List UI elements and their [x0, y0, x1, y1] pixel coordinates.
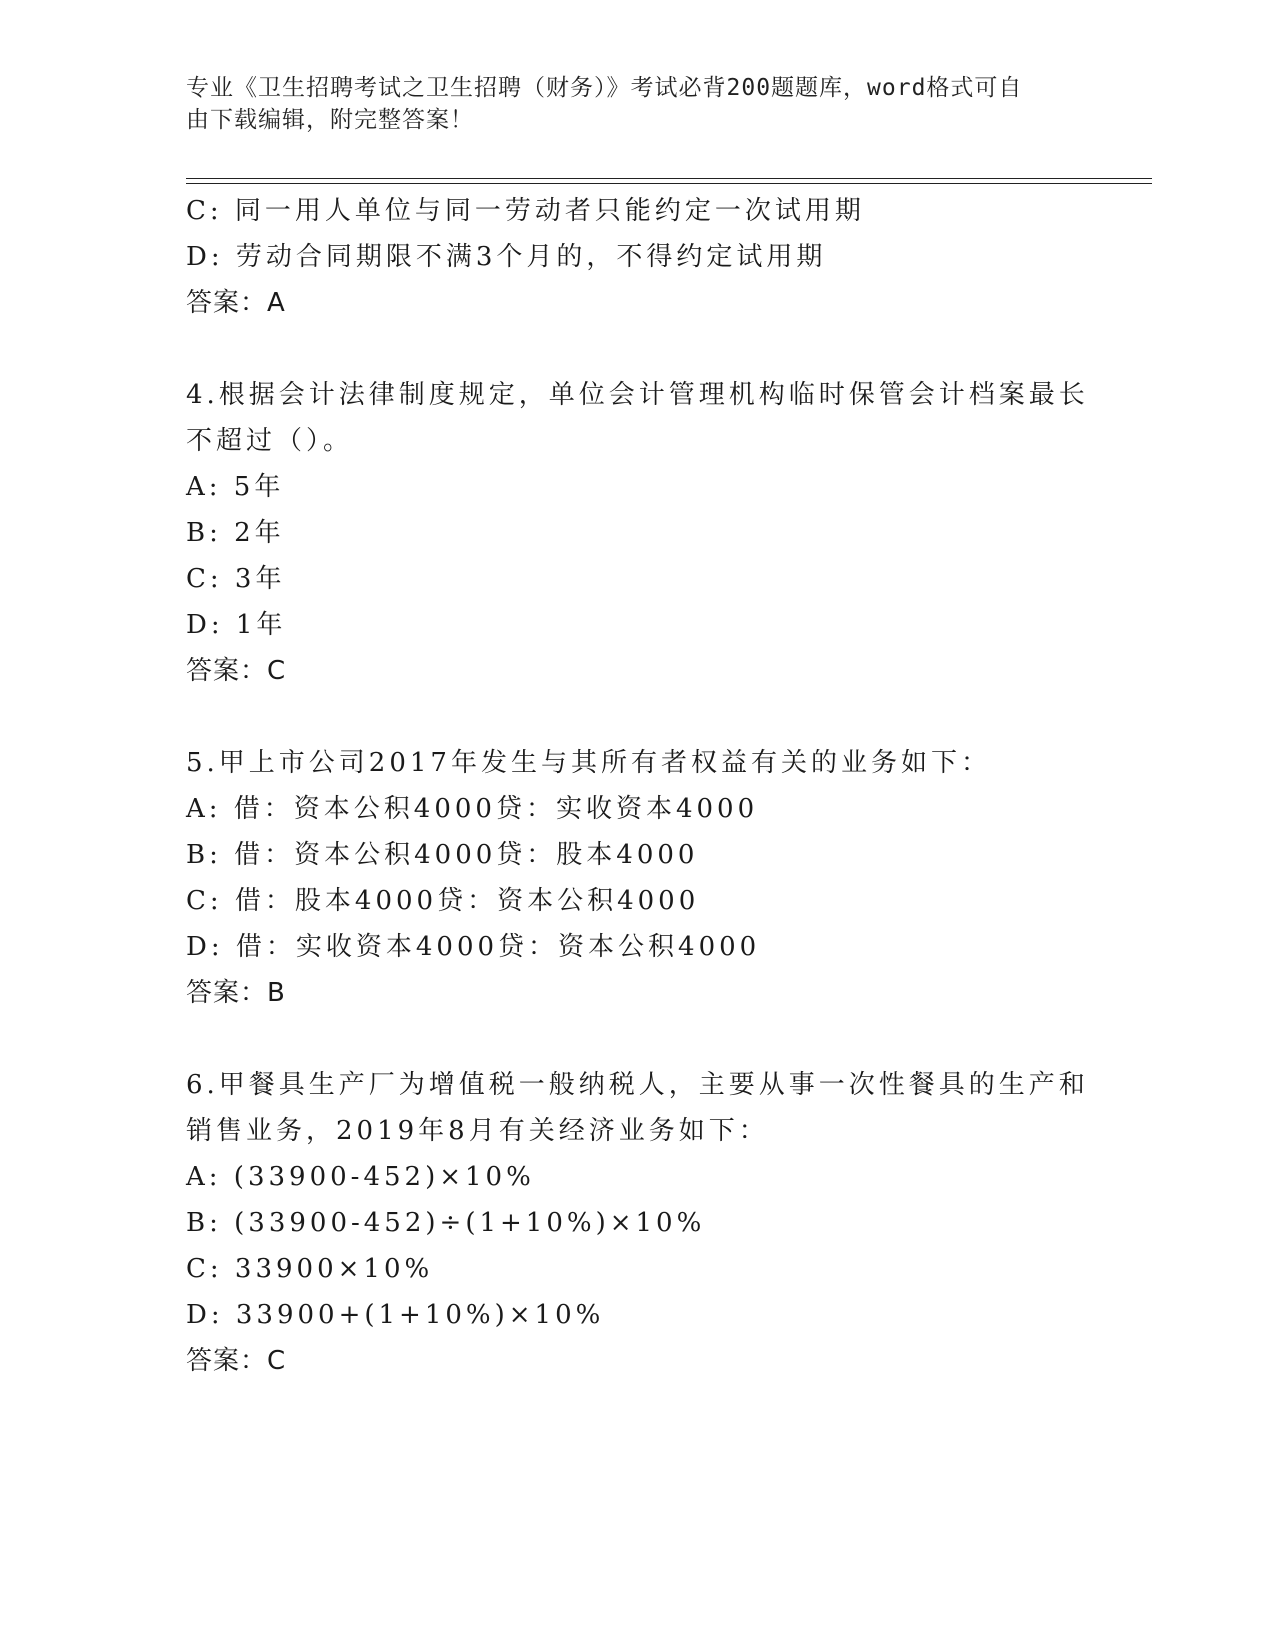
- header-divider-top: [186, 178, 1152, 179]
- answer-line: 答案：C: [186, 656, 287, 686]
- option-d: D: 1年: [186, 610, 287, 640]
- question-6: [186, 1062, 1089, 1384]
- option-d: D: 劳动合同期限不满3个月的，不得约定试用期: [186, 242, 827, 272]
- question-stem: 6.甲餐具生产厂为增值税一般纳税人，主要从事一次性餐具的生产和: [186, 1070, 1089, 1100]
- option-c: C: 33900×10%: [186, 1254, 434, 1284]
- option-b: B: (33900-452)÷(1+10%)×10%: [186, 1208, 706, 1238]
- question-stem: 5.甲上市公司2017年发生与其所有者权益有关的业务如下：: [186, 748, 991, 778]
- spacer: [186, 694, 1086, 740]
- header-divider-bottom: [186, 183, 1152, 184]
- spacer: [186, 1016, 1086, 1062]
- question-3-tail: [186, 188, 1086, 326]
- document-header: [186, 72, 1066, 136]
- option-a: A: 借：资本公积4000贷：实收资本4000: [186, 794, 759, 824]
- answer-line: 答案：C: [186, 1346, 287, 1376]
- option-c: C: 3年: [186, 564, 286, 594]
- option-b: B: 借：资本公积4000贷：股本4000: [186, 840, 699, 870]
- option-b: B: 2年: [186, 518, 285, 548]
- answer-line: 答案：B: [186, 978, 286, 1008]
- option-d: D: 借：实收资本4000贷：资本公积4000: [186, 932, 761, 962]
- spacer: [186, 326, 1086, 372]
- option-c: C: 借：股本4000贷：资本公积4000: [186, 886, 700, 916]
- option-a: A: (33900-452)×10%: [186, 1162, 535, 1192]
- answer-line: 答案：A: [186, 288, 286, 318]
- question-stem-cont: 销售业务，2019年8月有关经济业务如下：: [186, 1116, 769, 1146]
- header-line-1: 专业《卫生招聘考试之卫生招聘（财务）》考试必背200题题库，word格式可自: [186, 75, 1023, 101]
- question-stem-cont: 不超过（）。: [186, 426, 354, 456]
- question-stem: 4.根据会计法律制度规定，单位会计管理机构临时保管会计档案最长: [186, 380, 1089, 410]
- header-line-2: 由下载编辑，附完整答案！: [186, 107, 474, 133]
- question-5: [186, 740, 1086, 1016]
- option-a: A: 5年: [186, 472, 285, 502]
- question-list: [186, 188, 1089, 1384]
- option-d: D: 33900+(1+10%)×10%: [186, 1300, 605, 1330]
- option-c: C: 同一用人单位与同一劳动者只能约定一次试用期: [186, 196, 865, 226]
- question-4: [186, 372, 1089, 694]
